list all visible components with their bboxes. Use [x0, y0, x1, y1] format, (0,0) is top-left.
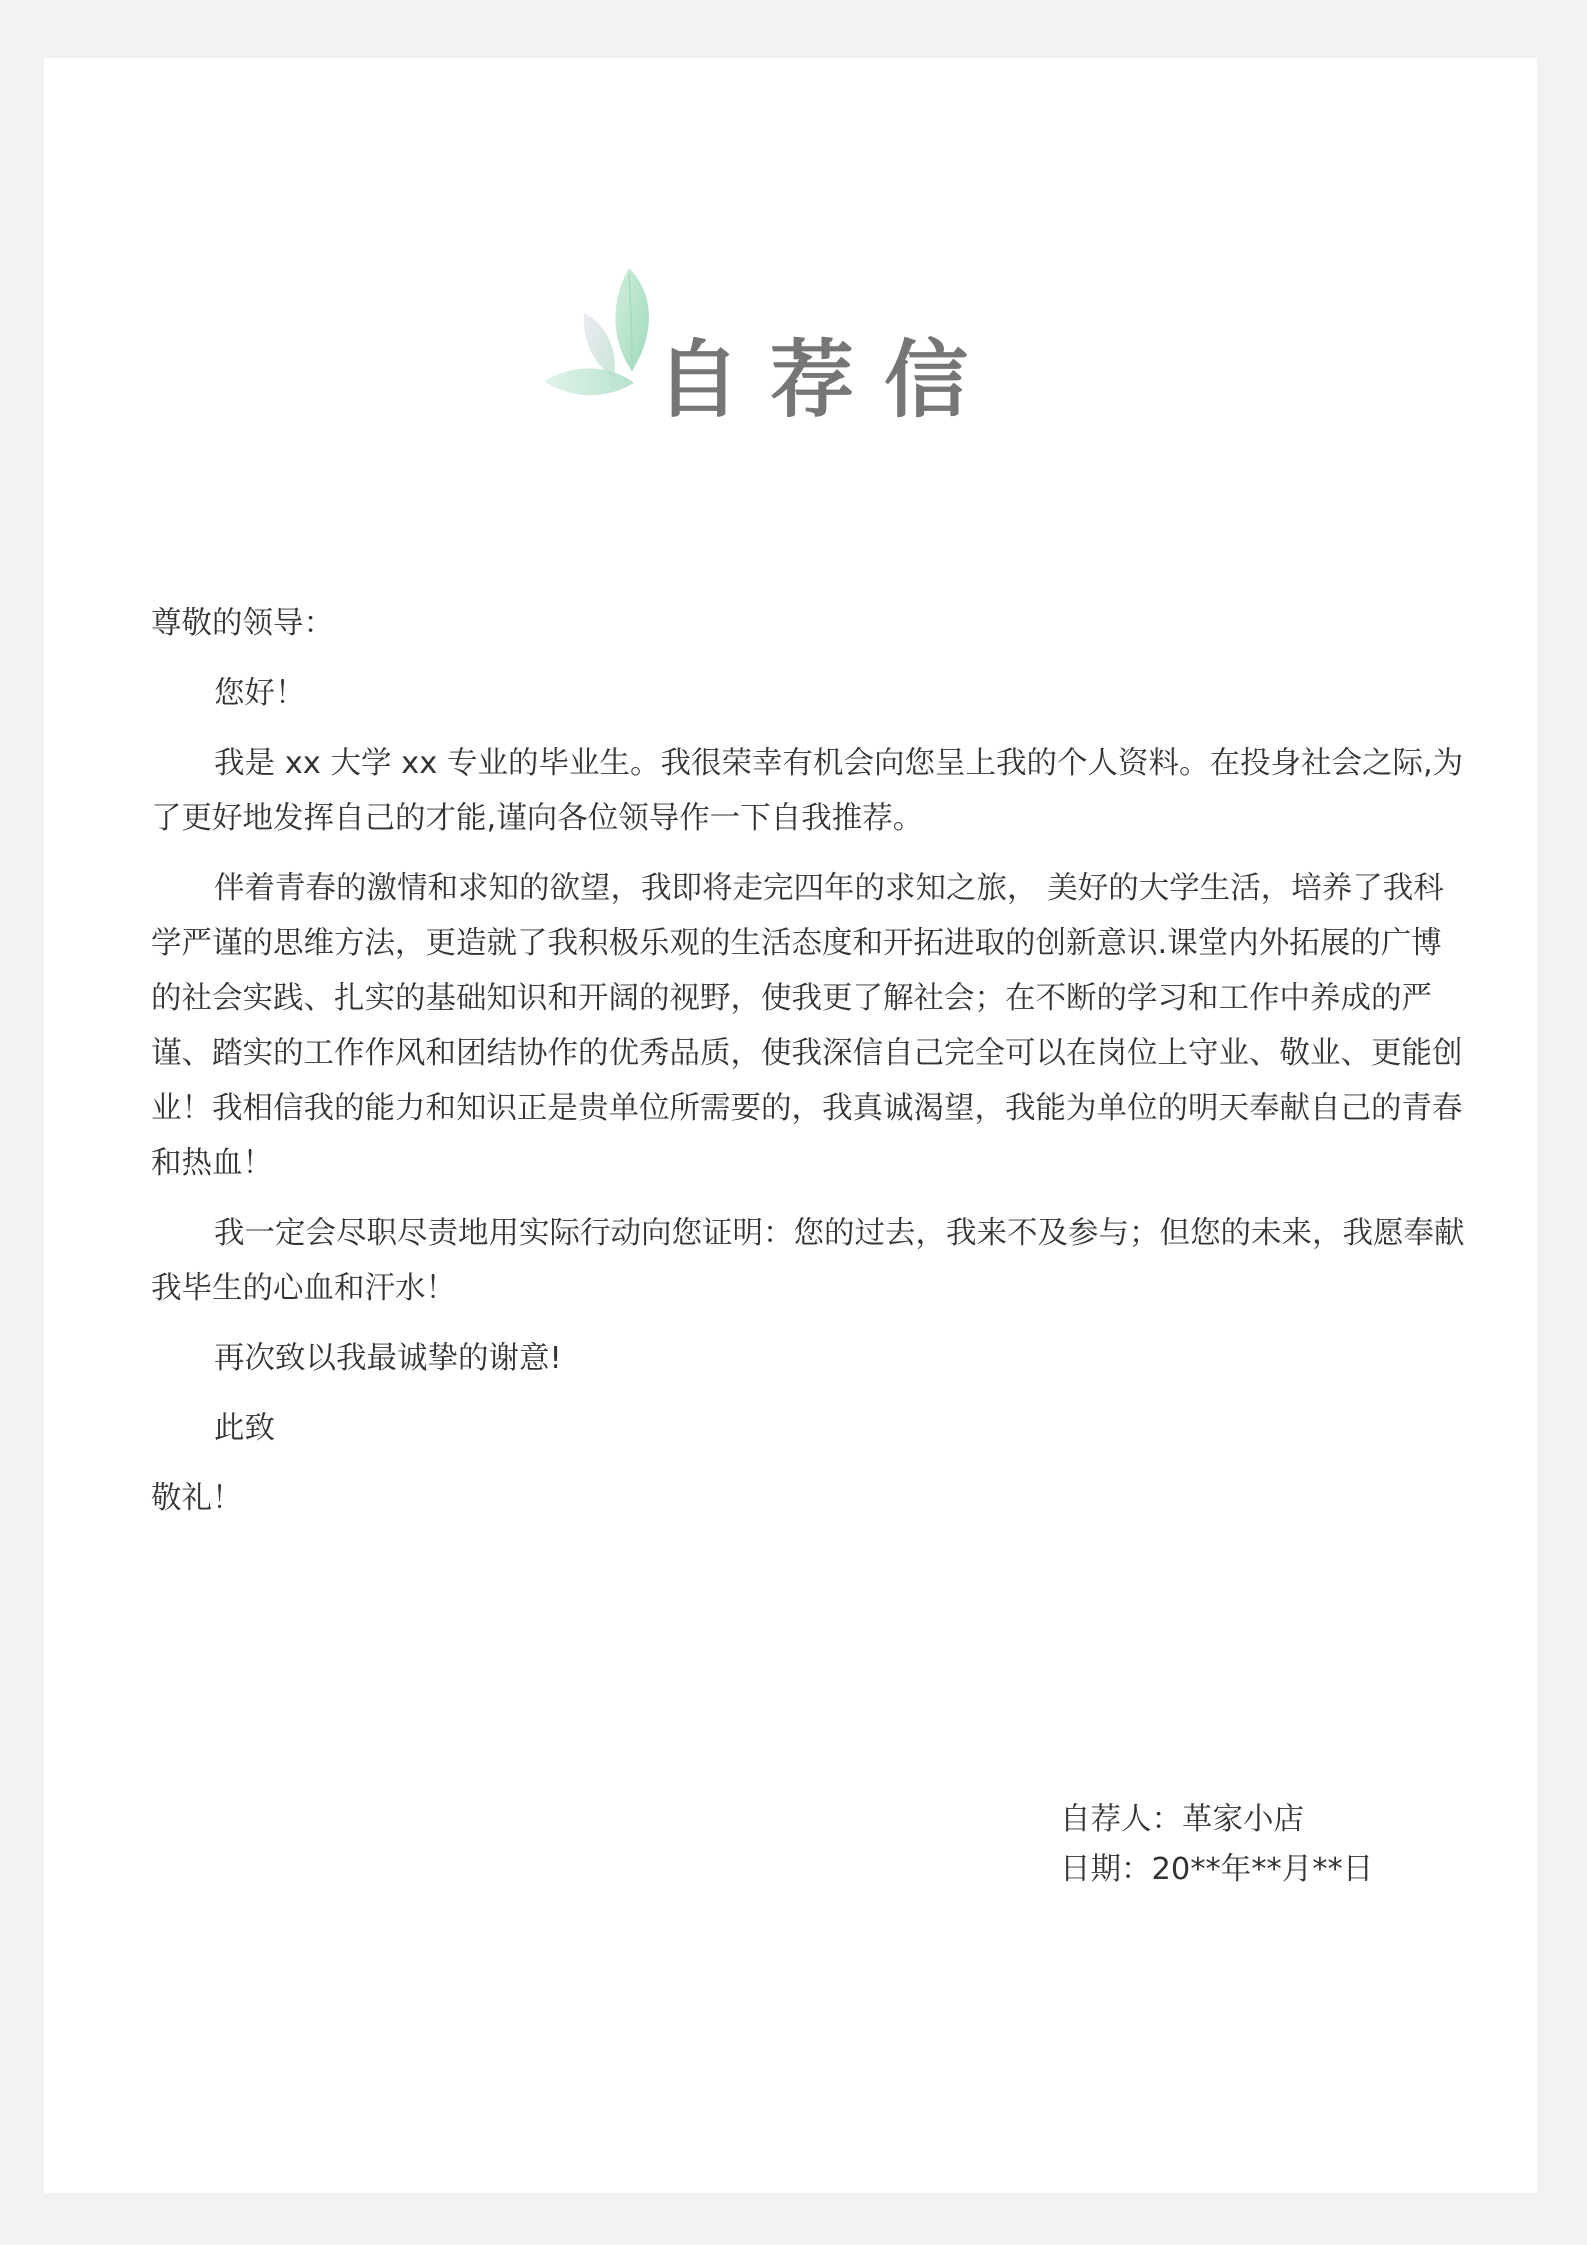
paragraph-qualities: 伴着青春的激情和求知的欲望，我即将走完四年的求知之旅， 美好的大学生活，培养了我科学严谨的思维方法，更造就了我积极乐观的生活态度和开拓进取的创新意识.课堂内外拓展的广博的社会实践、扎实的基础知识和开阔的视野，使我更了解社会；在不断的学习和工作中养成的严谨、踏实的工作作风和团结协作的优秀品质，使我深信自己完全可以在岗位上守业、敬业、更能创业！我相信我的能力和知识正是贵单位所需要的，我真诚渴望，我能为单位的明天奉献自己的青春和热血！: [151, 871, 1463, 1181]
signer-name: 自荐人：革家小店: [1060, 1802, 1304, 1837]
greeting: 您好！: [214, 676, 306, 711]
paragraph-thanks: 再次致以我最诚挚的谢意!: [214, 1341, 562, 1376]
signature-block: [1060, 1795, 1373, 1895]
letter-title: 自荐信: [656, 331, 999, 429]
closing-line-1: 此致: [214, 1411, 275, 1446]
salutation: 尊敬的领导：: [151, 606, 334, 641]
paragraph-intro: 我是 xx 大学 xx 专业的毕业生。我很荣幸有机会向您呈上我的个人资料。在投身社会之际,为了更好地发挥自己的才能,谨向各位领导作一下自我推荐。: [151, 746, 1464, 836]
letter-date: 日期：20**年**月**日: [1060, 1852, 1374, 1887]
letter-page: [44, 58, 1537, 2193]
closing-line-2: 敬礼！: [151, 1481, 243, 1516]
paragraph-commitment: 我一定会尽职尽责地用实际行动向您证明：您的过去，我来不及参与；但您的未来，我愿奉献我毕生的心血和汗水！: [151, 1216, 1465, 1306]
letter-body: [151, 596, 1467, 1541]
